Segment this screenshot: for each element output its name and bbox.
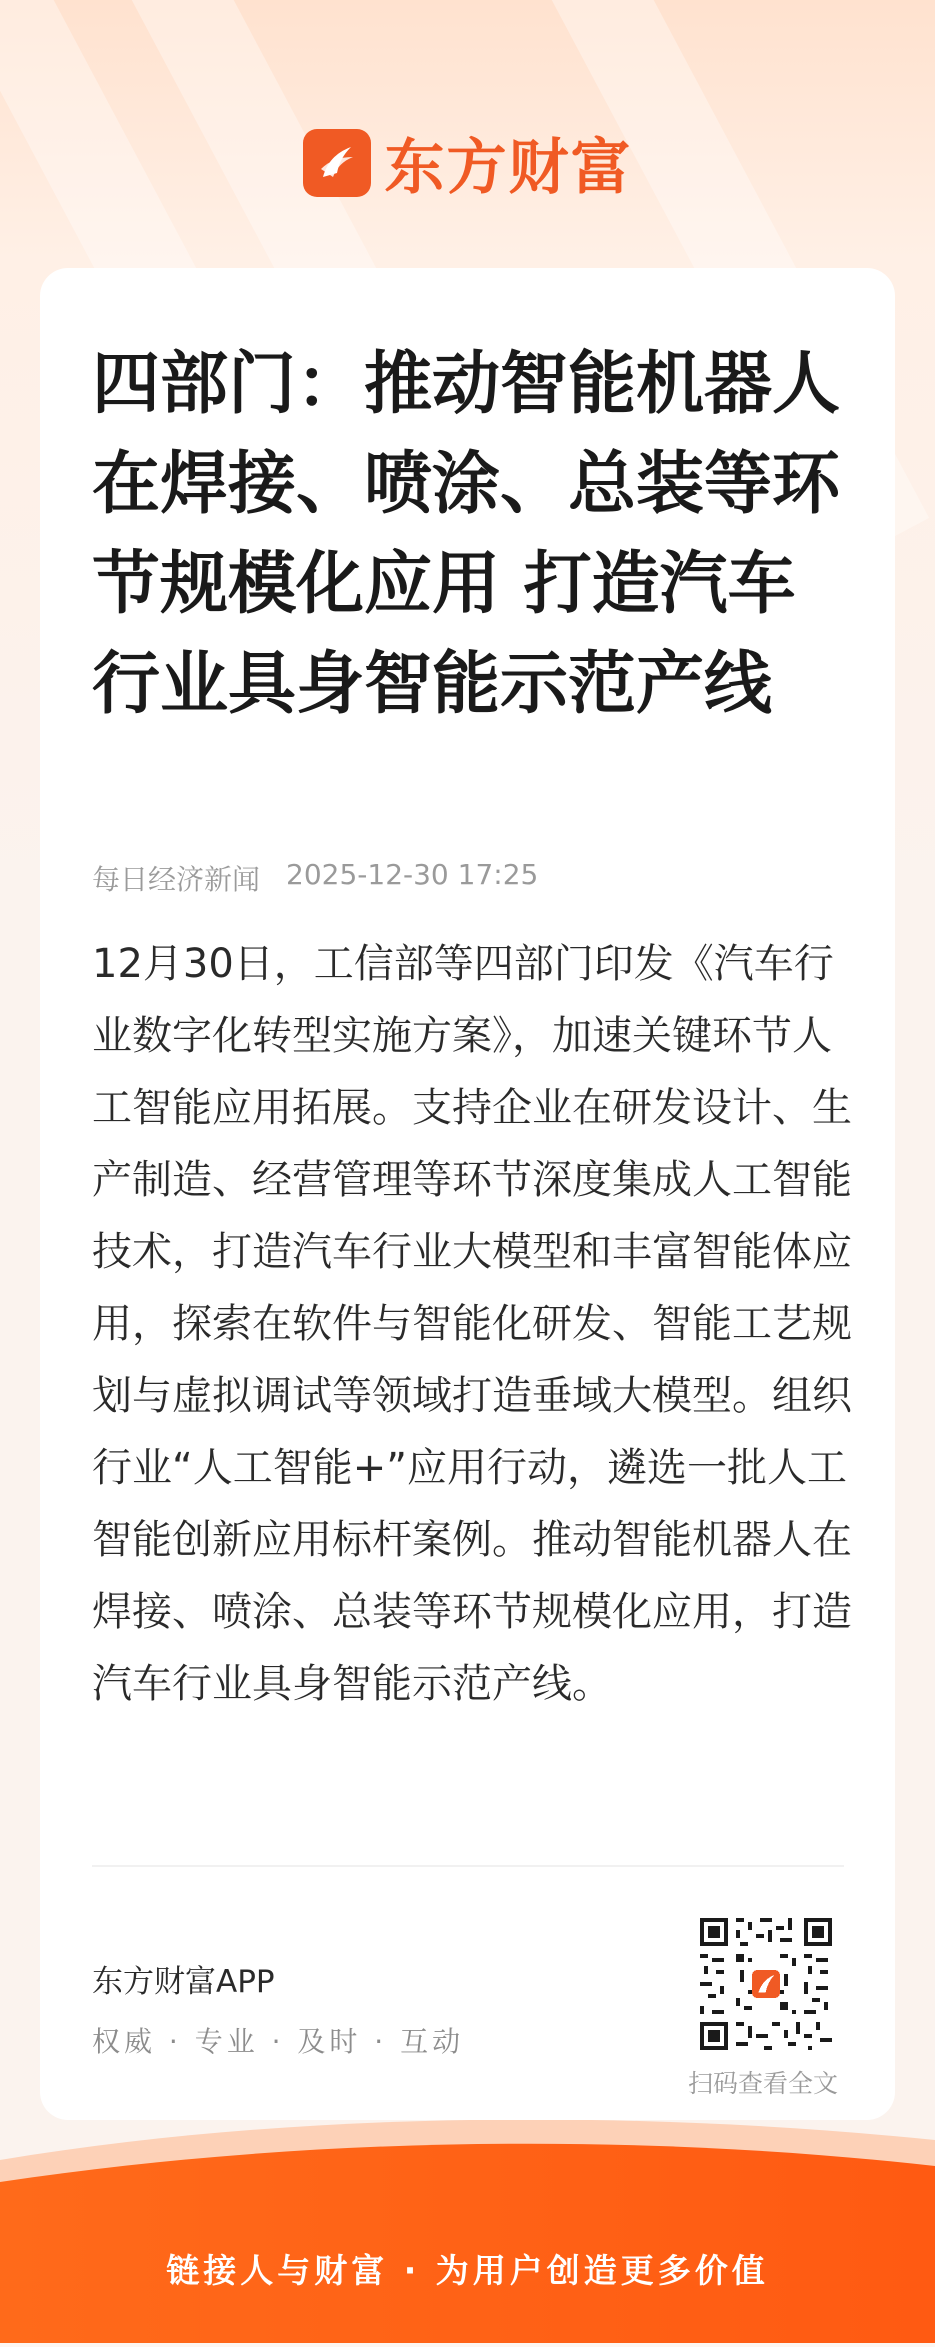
footer-app-name: 东方财富APP [92,1964,275,2000]
footer-slogan: 权威 · 专业 · 及时 · 互动 [92,2025,465,2058]
brand-logo-icon [303,129,371,197]
article-body: 12月30日，工信部等四部门印发《汽车行业数字化转型实施方案》，加速关键环节人工智能应用拓展。支持企业在研发设计、生产制造、经营管理等环节深度集成人工智能技术，打造汽车行业大模型和丰富智能体应用，探索在软件与智能化研发、智能工艺规划与虚拟调试等领域打造垂域大模型。组织行业“人工智能+”应用行动，遴选一批人工智能创新应用标杆案例。推动智能机器人在焊接、喷涂、总装等环节规模化应用，打造汽车行业具身智能示范产线。 [92,941,852,1707]
qr-caption: 扫码查看全文 [688,2069,839,2098]
article-datetime: 2025-12-30 17:25 [286,858,539,891]
bottom-banner [0,2120,935,2343]
article-title: 四部门：推动智能机器人在焊接、喷涂、总装等环节规模化应用 打造汽车行业具身智能示范产线 [92,344,841,724]
article-card [40,268,895,2120]
bottom-slogan: 链接人与财富 · 为用户创造更多价值 [166,2251,769,2290]
brand-header [0,118,935,208]
qr-code-icon[interactable] [700,1918,832,2050]
brand-name: 东方财富 [384,133,633,203]
article-meta [92,858,538,898]
divider [92,1865,844,1867]
article-source: 每日经济新闻 [92,863,261,896]
